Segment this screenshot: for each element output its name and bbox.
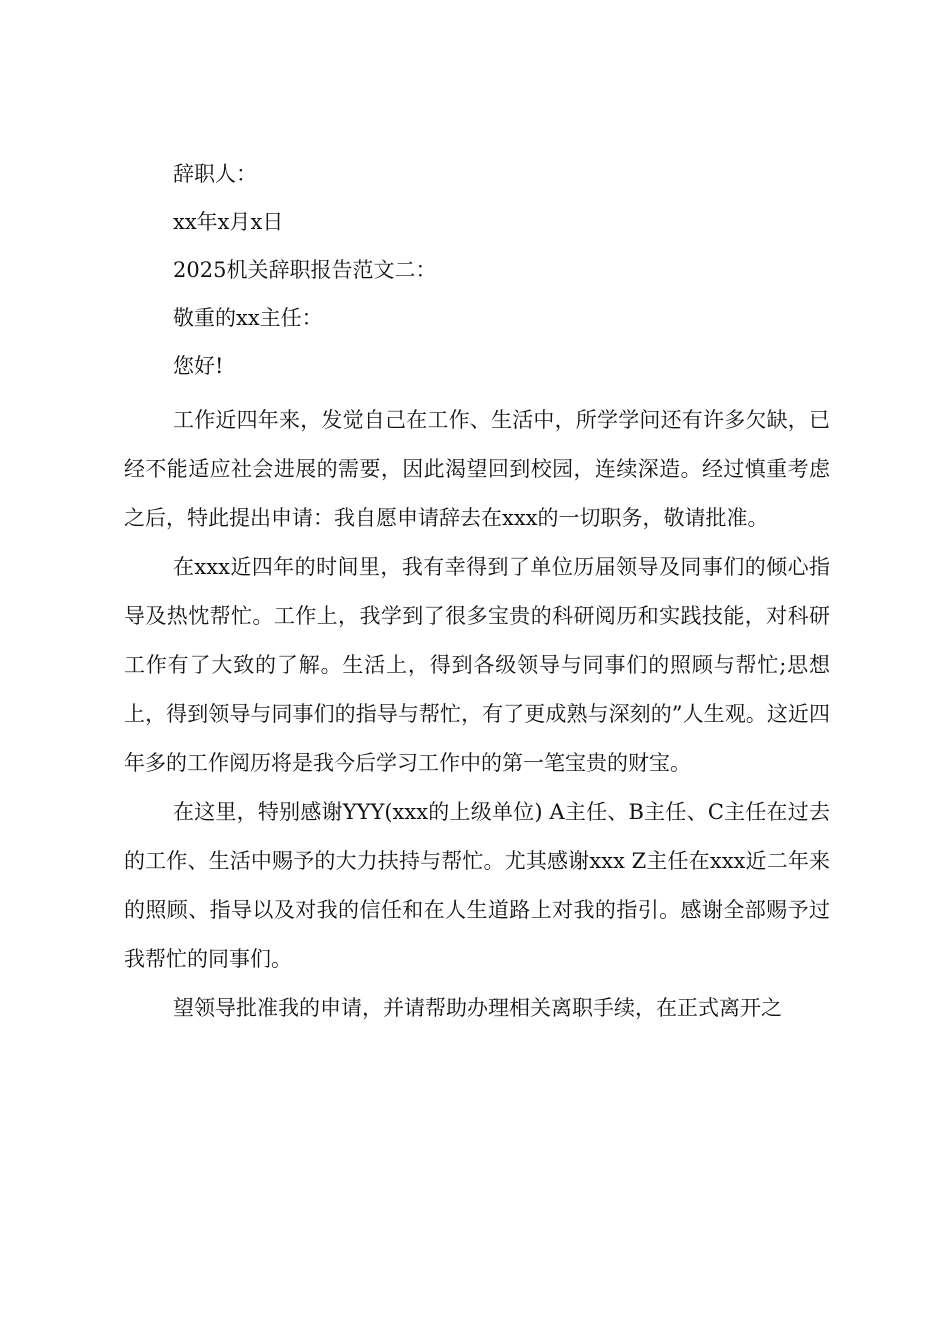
greeting: 您好!: [173, 354, 224, 378]
body-paragraph-2: 在xxx近四年的时间里，我有幸得到了单位历届领导及同事们的倾心指导及热忱帮忙。工作上，我学到了很多宝贵的科研阅历和实践技能，对科研工作有了大致的了解。生活上，得到各级领导与同事们的照顾与帮忙;思想上，得到领导与同事们的指导与帮忙，有了更成熟与深刻的”人生观。这近四年多的工作阅历将是我今后学习工作中的第一笔宝贵的财宝。: [124, 555, 830, 775]
body-paragraph-3: 在这里，特别感谢YYY(xxx的上级单位) A主任、B主任、C主任在过去的工作、生活中赐予的大力扶持与帮忙。尤其感谢xxx Z主任在xxx近二年来的照顾、指导以及对我的信任和在人生道路上对我的指引。感谢全部赐予过我帮忙的同事们。: [124, 800, 830, 971]
salutation: 敬重的xx主任：: [173, 306, 323, 330]
body-paragraph-1: 工作近四年来，发觉自己在工作、生活中，所学学问还有许多欠缺，已经不能适应社会进展的需要，因此渴望回到校园，连续深造。经过慎重考虑之后，特此提出申请：我自愿申请辞去在xxx的一切职务，敬请批准。: [124, 408, 830, 530]
document-body: [124, 158, 830, 1033]
section-heading: 2025机关辞职报告范文二：: [173, 258, 437, 282]
letter-date: xx年x月x日: [173, 210, 284, 234]
body-paragraph-4: 望领导批准我的申请，并请帮助办理相关离职手续，在正式离开之: [173, 996, 782, 1020]
resigner-label: 辞职人：: [173, 162, 257, 186]
